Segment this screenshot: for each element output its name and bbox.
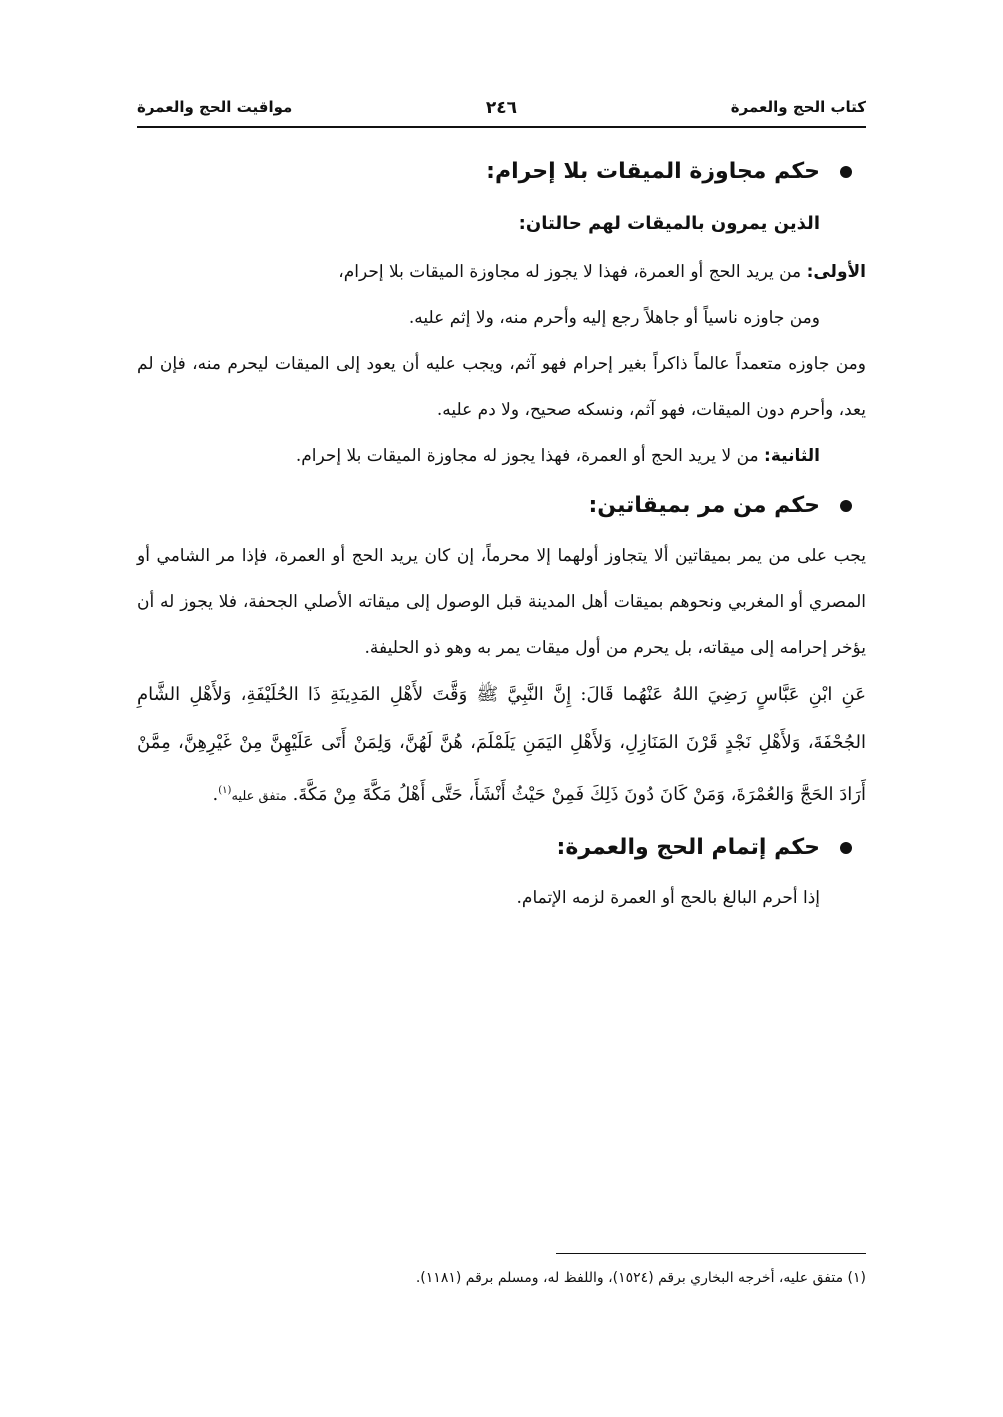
page-number: ٢٤٦ <box>485 98 518 118</box>
heading-text: حكم من مر بميقاتين: <box>588 493 820 518</box>
footnote-rule <box>556 1253 866 1254</box>
section-heading-completing-hajj <box>137 821 866 875</box>
paragraph-second-case <box>137 433 866 479</box>
chapter-title: مواقيت الحج والعمرة <box>137 98 293 116</box>
paragraph-deliberate-crossing: ومن جاوزه متعمداً عالماً ذاكراً بغير إحرام فهو آثم، ويجب عليه أن يعود إلى الميقات ليحرم منه، فإن لم يعد، وأحرم دون الميقات، فهو آثم، ونسكه صحيح، ولا دم عليه. <box>137 354 866 420</box>
section-heading-crossing-miqat <box>137 145 866 199</box>
running-header <box>137 98 866 124</box>
paragraph-two-miqats: يجب على من يمر بميقاتين ألا يتجاوز أولهما إلا محرماً، إن كان يريد الحج أو العمرة، فإذا مر الشامي أو المصري أو المغربي ونحوهم بميقات أهل المدينة قبل الوصول إلى ميقاته الأصلي الجحفة، فلا يجوز له أن يؤخر إحرامه إلى ميقاته، بل يحرم من أول ميقات يمر به وهو ذو الحليفة. <box>137 546 866 658</box>
page-content <box>137 145 866 921</box>
second-case-text: من لا يريد الحج أو العمرة، فهذا يجوز له مجاوزة الميقات بلا إحرام. <box>295 446 765 466</box>
book-title: كتاب الحج والعمرة <box>730 98 866 116</box>
heading-text: حكم مجاوزة الميقات بلا إحرام: <box>486 159 820 184</box>
paragraph-first-case <box>137 249 866 295</box>
hadith-end-mark: . <box>212 784 219 805</box>
heading-text: حكم إتمام الحج والعمرة: <box>556 835 820 860</box>
footnote-reference[interactable]: (١) <box>218 785 232 796</box>
subheading-two-cases: الذين يمرون بالميقات لهم حالتان: <box>518 213 820 234</box>
paragraph-completing-hajj: إذا أحرم البالغ بالحج أو العمرة لزمه الإتمام. <box>516 888 820 908</box>
hadith-text <box>137 671 866 821</box>
footnote: (١) متفق عليه، أخرجه البخاري برقم (١٥٢٤)، واللفظ له، ومسلم برقم (١١٨١). <box>415 1270 866 1286</box>
first-case-label: الأولى: <box>806 262 866 282</box>
bullet-icon <box>840 500 852 512</box>
bullet-icon <box>840 166 852 178</box>
bullet-icon <box>840 842 852 854</box>
header-rule <box>137 126 866 128</box>
paragraph-first-case-continued: ومن جاوزه ناسياً أو جاهلاً رجع إليه وأحرم منه، ولا إثم عليه. <box>408 308 820 328</box>
second-case-label: الثانية: <box>764 446 820 466</box>
hadith-grading: متفق عليه <box>231 789 287 804</box>
first-case-text: من يريد الحج أو العمرة، فهذا لا يجوز له مجاوزة الميقات بلا إحرام، <box>338 262 807 282</box>
hadith-body: عَنِ ابْنِ عَبَّاسٍ رَضِيَ اللهُ عَنْهُما قَالَ: إِنَّ النَّبِيَّ ﷺ وَقَّتَ لأَهْلِ المَدِينَةِ ذَا الحُلَيْفَةِ، وَلأَهْلِ الشَّامِ الجُحْفَةَ، وَلأَهْلِ نَجْدٍ قَرْنَ المَنَازِلِ، وَلأَهْلِ اليَمَنِ يَلَمْلَمَ، هُنَّ لَهُنَّ، وَلِمَنْ أَتَى عَلَيْهِنَّ مِنْ غَيْرِهِنَّ، مِمَّنْ أَرَادَ الحَجَّ وَالعُمْرَةَ، وَمَنْ كَانَ دُونَ ذَلِكَ فَمِنْ حَيْثُ أَنْشَأَ، حَتَّى أَهْلُ مَكَّةَ مِنْ مَكَّةَ. <box>137 684 866 805</box>
section-heading-two-miqats <box>137 479 866 533</box>
